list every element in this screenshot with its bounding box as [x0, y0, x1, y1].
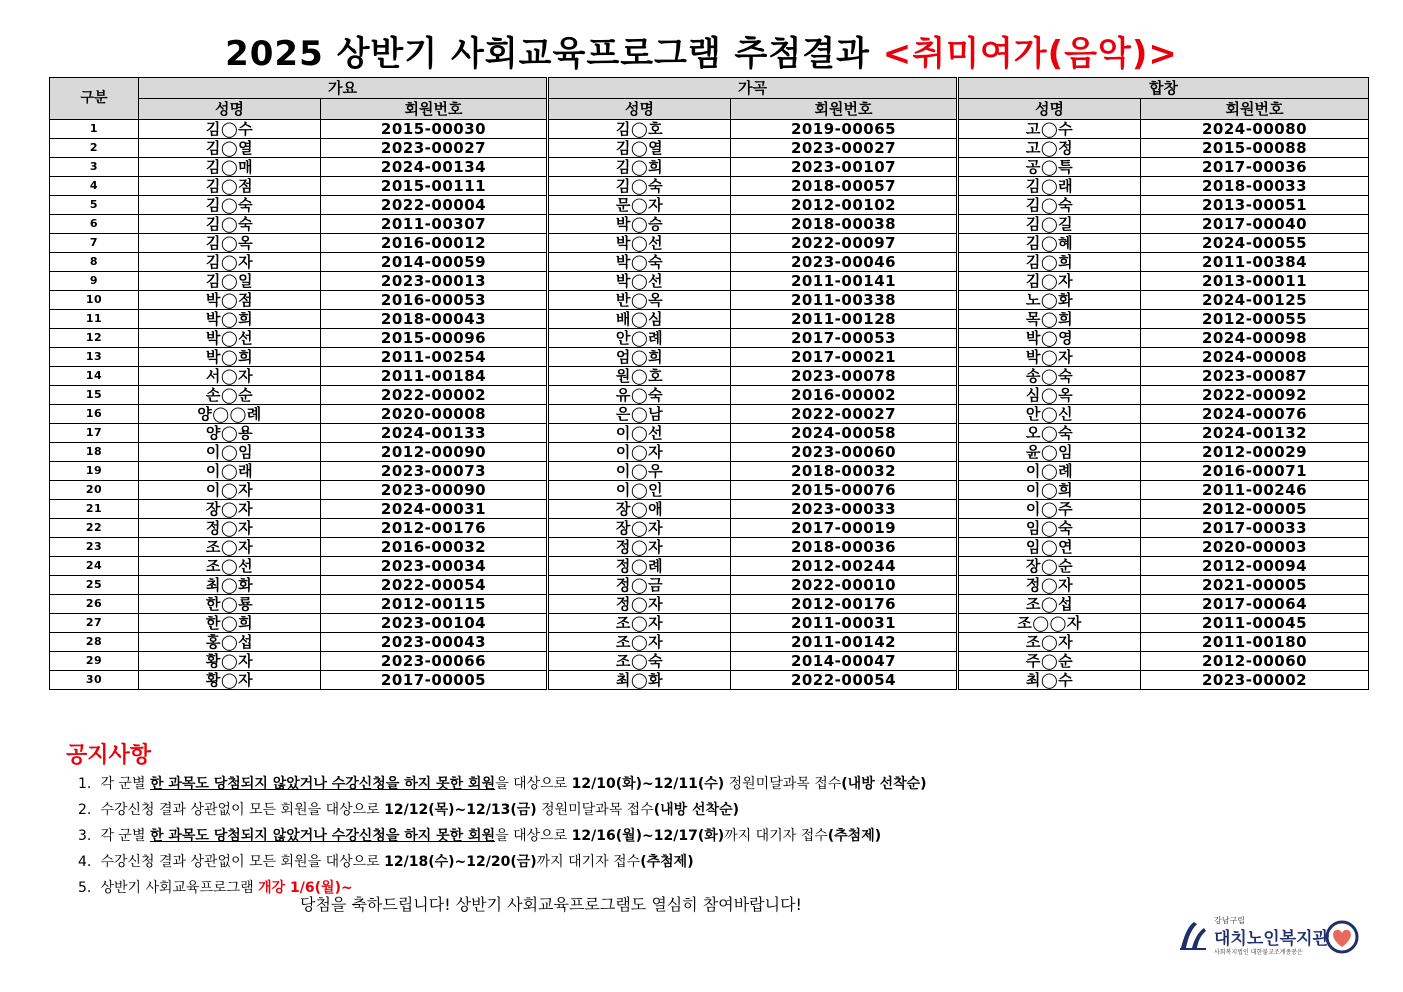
gayo-name: 한◯희: [139, 614, 321, 633]
table-row: [50, 500, 1369, 519]
gayo-name: 박◯점: [139, 291, 321, 310]
gagok-name: 장◯애: [548, 500, 731, 519]
row-number: 22: [50, 519, 139, 538]
hapchang-member-no: 2012-00029: [1141, 443, 1369, 462]
row-number: 13: [50, 348, 139, 367]
gayo-member-no: 2024-00031: [321, 500, 548, 519]
gayo-member-no: 2012-00115: [321, 595, 548, 614]
notice-opening: 개강 1/6(월)~: [258, 880, 353, 896]
gayo-member-no: 2023-00104: [321, 614, 548, 633]
hapchang-name: 김◯희: [958, 253, 1141, 272]
gayo-member-no: 2023-00066: [321, 652, 548, 671]
gayo-name: 이◯자: [139, 481, 321, 500]
table-row: [50, 633, 1369, 652]
table-row: [50, 462, 1369, 481]
gayo-member-no: 2024-00134: [321, 158, 548, 177]
gagok-name: 김◯숙: [548, 177, 731, 196]
row-number: 27: [50, 614, 139, 633]
table-row: [50, 405, 1369, 424]
row-number: 16: [50, 405, 139, 424]
gagok-member-no: 2017-00019: [731, 519, 958, 538]
hapchang-member-no: 2012-00055: [1141, 310, 1369, 329]
notice-text: 수강신청 결과 상관없이 모든 회원을 대상으로: [100, 854, 385, 870]
gayo-member-no: 2023-00073: [321, 462, 548, 481]
hapchang-name: 공◯특: [958, 158, 1141, 177]
table-row: [50, 272, 1369, 291]
table-row: [50, 557, 1369, 576]
notice-number: 5.: [78, 880, 92, 896]
hapchang-member-no: 2013-00051: [1141, 196, 1369, 215]
notice-number: 3.: [78, 828, 92, 844]
logo-small-text: 강남구립: [1214, 916, 1245, 925]
row-number: 3: [50, 158, 139, 177]
gayo-name: 김◯자: [139, 253, 321, 272]
row-number: 7: [50, 234, 139, 253]
row-number: 26: [50, 595, 139, 614]
table-row: [50, 348, 1369, 367]
table-row: [50, 481, 1369, 500]
hapchang-member-no: 2012-00060: [1141, 652, 1369, 671]
gagok-member-no: 2023-00046: [731, 253, 958, 272]
row-number: 11: [50, 310, 139, 329]
gagok-member-no: 2018-00038: [731, 215, 958, 234]
gayo-member-no: 2015-00096: [321, 329, 548, 348]
gayo-name: 홍◯섭: [139, 633, 321, 652]
notice-text: 각 군별: [100, 776, 150, 792]
hapchang-member-no: 2012-00094: [1141, 557, 1369, 576]
row-number: 19: [50, 462, 139, 481]
notice-text: 수강신청 결과 상관없이 모든 회원을 대상으로: [100, 802, 385, 818]
gagok-name: 은◯남: [548, 405, 731, 424]
hapchang-name: 윤◯임: [958, 443, 1141, 462]
gayo-member-no: 2011-00254: [321, 348, 548, 367]
gagok-member-no: 2022-00010: [731, 576, 958, 595]
gagok-name: 반◯옥: [548, 291, 731, 310]
row-number: 18: [50, 443, 139, 462]
gayo-name: 김◯점: [139, 177, 321, 196]
gayo-name: 최◯화: [139, 576, 321, 595]
gayo-name: 김◯숙: [139, 196, 321, 215]
gayo-name: 조◯자: [139, 538, 321, 557]
gayo-member-no: 2017-00005: [321, 671, 548, 690]
row-number: 15: [50, 386, 139, 405]
gayo-name: 김◯열: [139, 139, 321, 158]
table-row: [50, 424, 1369, 443]
gagok-member-no: 2011-00338: [731, 291, 958, 310]
notice-emphasis: 한 과목도 당첨되지 않았거나 수강신청을 하지 못한 회원: [149, 776, 496, 792]
gagok-member-no: 2022-00054: [731, 671, 958, 690]
header-member-no: 회원번호: [321, 99, 548, 120]
hapchang-member-no: 2011-00384: [1141, 253, 1369, 272]
hapchang-name: 장◯순: [958, 557, 1141, 576]
gayo-member-no: 2016-00053: [321, 291, 548, 310]
notice-text: 각 군별: [100, 828, 150, 844]
row-number: 12: [50, 329, 139, 348]
gayo-name: 황◯자: [139, 652, 321, 671]
gagok-member-no: 2014-00047: [731, 652, 958, 671]
hapchang-name: 조◯섭: [958, 595, 1141, 614]
gagok-name: 조◯숙: [548, 652, 731, 671]
gayo-name: 이◯임: [139, 443, 321, 462]
gagok-name: 조◯자: [548, 614, 731, 633]
row-number: 25: [50, 576, 139, 595]
gagok-name: 배◯심: [548, 310, 731, 329]
logo-name: 대치노인복지관: [1214, 929, 1329, 949]
table-row: [50, 215, 1369, 234]
header-member-no: 회원번호: [731, 99, 958, 120]
gayo-member-no: 2023-00013: [321, 272, 548, 291]
gagok-name: 이◯우: [548, 462, 731, 481]
notice-item: [78, 797, 1066, 823]
results-table: [49, 77, 1369, 690]
notice-item: [78, 849, 1066, 875]
hapchang-member-no: 2024-00132: [1141, 424, 1369, 443]
hapchang-member-no: 2021-00005: [1141, 576, 1369, 595]
row-number: 28: [50, 633, 139, 652]
gagok-member-no: 2017-00021: [731, 348, 958, 367]
hapchang-name: 이◯주: [958, 500, 1141, 519]
gayo-member-no: 2015-00030: [321, 120, 548, 139]
notice-method: (내방 선착순): [653, 802, 740, 818]
logo-sub-text: 사회복지법인 대한불교조계종봉은: [1214, 949, 1303, 956]
hapchang-member-no: 2024-00125: [1141, 291, 1369, 310]
title-accent: <취미여가(음악)>: [882, 34, 1178, 74]
gayo-member-no: 2014-00059: [321, 253, 548, 272]
gayo-name: 정◯자: [139, 519, 321, 538]
gayo-member-no: 2018-00043: [321, 310, 548, 329]
notice-text: 까지 대기자 접수: [724, 828, 828, 844]
hapchang-member-no: 2018-00033: [1141, 177, 1369, 196]
gagok-member-no: 2018-00032: [731, 462, 958, 481]
gayo-name: 박◯희: [139, 310, 321, 329]
gayo-name: 조◯선: [139, 557, 321, 576]
table-row: [50, 234, 1369, 253]
row-number: 10: [50, 291, 139, 310]
gagok-member-no: 2019-00065: [731, 120, 958, 139]
hapchang-member-no: 2024-00076: [1141, 405, 1369, 424]
hapchang-member-no: 2024-00098: [1141, 329, 1369, 348]
notice-date: 12/16(월)~12/17(화): [571, 828, 725, 844]
table-row: [50, 576, 1369, 595]
row-number: 2: [50, 139, 139, 158]
table-row: [50, 177, 1369, 196]
header-group-gagok: 가곡: [548, 78, 958, 99]
gagok-name: 정◯금: [548, 576, 731, 595]
hapchang-name: 조◯자: [958, 633, 1141, 652]
hapchang-member-no: 2023-00002: [1141, 671, 1369, 690]
hapchang-name: 오◯숙: [958, 424, 1141, 443]
table-body: [50, 120, 1369, 690]
hapchang-name: 심◯옥: [958, 386, 1141, 405]
row-number: 23: [50, 538, 139, 557]
hapchang-name: 고◯수: [958, 120, 1141, 139]
notice-text: 을 대상으로: [495, 828, 572, 844]
gayo-member-no: 2011-00184: [321, 367, 548, 386]
row-number: 8: [50, 253, 139, 272]
gagok-member-no: 2023-00107: [731, 158, 958, 177]
gagok-member-no: 2011-00128: [731, 310, 958, 329]
hapchang-member-no: 2017-00033: [1141, 519, 1369, 538]
hapchang-name: 최◯수: [958, 671, 1141, 690]
gayo-name: 김◯수: [139, 120, 321, 139]
title-main: 2025 상반기 사회교육프로그램 추첨결과: [225, 34, 870, 74]
gayo-name: 양◯용: [139, 424, 321, 443]
hapchang-member-no: 2020-00003: [1141, 538, 1369, 557]
gagok-name: 이◯선: [548, 424, 731, 443]
header-gubun: 구분: [50, 78, 139, 120]
table-row: [50, 538, 1369, 557]
gagok-member-no: 2018-00057: [731, 177, 958, 196]
gagok-name: 이◯자: [548, 443, 731, 462]
gagok-member-no: 2016-00002: [731, 386, 958, 405]
gayo-name: 황◯자: [139, 671, 321, 690]
gagok-name: 정◯자: [548, 538, 731, 557]
hapchang-member-no: 2012-00005: [1141, 500, 1369, 519]
hapchang-member-no: 2024-00080: [1141, 120, 1369, 139]
gayo-name: 박◯선: [139, 329, 321, 348]
row-number: 9: [50, 272, 139, 291]
hapchang-member-no: 2024-00055: [1141, 234, 1369, 253]
header-name: 성명: [958, 99, 1141, 120]
gagok-member-no: 2023-00027: [731, 139, 958, 158]
gagok-member-no: 2022-00097: [731, 234, 958, 253]
gayo-member-no: 2023-00034: [321, 557, 548, 576]
table-row: [50, 196, 1369, 215]
gayo-member-no: 2022-00054: [321, 576, 548, 595]
gayo-member-no: 2020-00008: [321, 405, 548, 424]
notice-text: 을 대상으로: [495, 776, 572, 792]
table-row: [50, 329, 1369, 348]
hapchang-member-no: 2015-00088: [1141, 139, 1369, 158]
hapchang-name: 임◯연: [958, 538, 1141, 557]
hapchang-member-no: 2017-00036: [1141, 158, 1369, 177]
gagok-member-no: 2011-00142: [731, 633, 958, 652]
hapchang-name: 목◯희: [958, 310, 1141, 329]
gayo-member-no: 2022-00002: [321, 386, 548, 405]
hapchang-name: 김◯자: [958, 272, 1141, 291]
notice-method: (추첨제): [827, 828, 882, 844]
gagok-name: 원◯호: [548, 367, 731, 386]
gagok-member-no: 2011-00141: [731, 272, 958, 291]
hapchang-member-no: 2022-00092: [1141, 386, 1369, 405]
table-row: [50, 671, 1369, 690]
notice-date: 12/10(화)~12/11(수): [571, 776, 725, 792]
hapchang-name: 고◯정: [958, 139, 1141, 158]
congrats-message: 당첨을 축하드립니다! 상반기 사회교육프로그램도 열심히 참여바랍니다!: [300, 895, 802, 914]
gagok-name: 정◯례: [548, 557, 731, 576]
heart-logo-icon: [1322, 920, 1362, 954]
gagok-member-no: 2011-00031: [731, 614, 958, 633]
gayo-name: 김◯일: [139, 272, 321, 291]
row-number: 14: [50, 367, 139, 386]
gayo-name: 김◯매: [139, 158, 321, 177]
hapchang-name: 이◯희: [958, 481, 1141, 500]
table-row: [50, 595, 1369, 614]
gayo-name: 한◯룡: [139, 595, 321, 614]
gagok-member-no: 2012-00176: [731, 595, 958, 614]
hapchang-name: 안◯신: [958, 405, 1141, 424]
gagok-name: 박◯숙: [548, 253, 731, 272]
gagok-member-no: 2012-00244: [731, 557, 958, 576]
gagok-name: 문◯자: [548, 196, 731, 215]
notice-list: [66, 771, 1066, 901]
gagok-name: 김◯희: [548, 158, 731, 177]
gagok-member-no: 2015-00076: [731, 481, 958, 500]
gayo-member-no: 2016-00012: [321, 234, 548, 253]
table-row: [50, 386, 1369, 405]
gagok-member-no: 2012-00102: [731, 196, 958, 215]
hapchang-member-no: 2011-00246: [1141, 481, 1369, 500]
gayo-member-no: 2012-00176: [321, 519, 548, 538]
row-number: 1: [50, 120, 139, 139]
row-number: 21: [50, 500, 139, 519]
gagok-member-no: 2017-00053: [731, 329, 958, 348]
hapchang-name: 김◯길: [958, 215, 1141, 234]
notice-item: [78, 823, 1066, 849]
gayo-member-no: 2023-00090: [321, 481, 548, 500]
notice-number: 4.: [78, 854, 92, 870]
hapchang-member-no: 2017-00040: [1141, 215, 1369, 234]
gagok-name: 이◯인: [548, 481, 731, 500]
gagok-member-no: 2018-00036: [731, 538, 958, 557]
notice-date: 12/18(수)~12/20(금): [384, 854, 537, 870]
row-number: 20: [50, 481, 139, 500]
hapchang-member-no: 2016-00071: [1141, 462, 1369, 481]
header-group-hapchang: 합창: [958, 78, 1369, 99]
table-row: [50, 291, 1369, 310]
gagok-member-no: 2023-00078: [731, 367, 958, 386]
table-row: [50, 443, 1369, 462]
row-number: 4: [50, 177, 139, 196]
gayo-member-no: 2012-00090: [321, 443, 548, 462]
gagok-name: 조◯자: [548, 633, 731, 652]
gayo-name: 이◯래: [139, 462, 321, 481]
gagok-name: 유◯숙: [548, 386, 731, 405]
notice-item: [78, 771, 1066, 797]
table-row: [50, 158, 1369, 177]
table-row: [50, 614, 1369, 633]
hapchang-name: 이◯례: [958, 462, 1141, 481]
gagok-name: 장◯자: [548, 519, 731, 538]
hapchang-member-no: 2017-00064: [1141, 595, 1369, 614]
gagok-member-no: 2024-00058: [731, 424, 958, 443]
gagok-name: 박◯승: [548, 215, 731, 234]
table-row: [50, 367, 1369, 386]
logo-mark-icon: [1178, 918, 1208, 952]
hapchang-name: 주◯순: [958, 652, 1141, 671]
hapchang-name: 정◯자: [958, 576, 1141, 595]
gagok-name: 김◯열: [548, 139, 731, 158]
table-row: [50, 253, 1369, 272]
notice-number: 1.: [78, 776, 92, 792]
notice-number: 2.: [78, 802, 92, 818]
gayo-member-no: 2016-00032: [321, 538, 548, 557]
hapchang-name: 김◯숙: [958, 196, 1141, 215]
notice-section: [66, 738, 1066, 901]
organization-logo: [1178, 914, 1368, 958]
notice-title: 공지사항: [66, 743, 152, 768]
gayo-name: 서◯자: [139, 367, 321, 386]
gayo-member-no: 2023-00043: [321, 633, 548, 652]
notice-text: 까지 대기자 접수: [536, 854, 641, 870]
gagok-member-no: 2022-00027: [731, 405, 958, 424]
hapchang-member-no: 2011-00180: [1141, 633, 1369, 652]
gayo-name: 손◯순: [139, 386, 321, 405]
gagok-name: 박◯선: [548, 234, 731, 253]
notice-text: 정원미달과목 접수: [536, 802, 654, 818]
gagok-name: 김◯호: [548, 120, 731, 139]
gagok-name: 최◯화: [548, 671, 731, 690]
row-number: 5: [50, 196, 139, 215]
table-row: [50, 120, 1369, 139]
gagok-member-no: 2023-00060: [731, 443, 958, 462]
notice-text: 정원미달과목 접수: [724, 776, 842, 792]
table-row: [50, 310, 1369, 329]
gagok-name: 박◯선: [548, 272, 731, 291]
header-group-gayo: 가요: [139, 78, 548, 99]
hapchang-member-no: 2013-00011: [1141, 272, 1369, 291]
row-number: 29: [50, 652, 139, 671]
gayo-name: 장◯자: [139, 500, 321, 519]
gagok-member-no: 2023-00033: [731, 500, 958, 519]
gayo-member-no: 2011-00307: [321, 215, 548, 234]
hapchang-name: 송◯숙: [958, 367, 1141, 386]
gayo-member-no: 2022-00004: [321, 196, 548, 215]
header-name: 성명: [548, 99, 731, 120]
gayo-name: 김◯숙: [139, 215, 321, 234]
hapchang-name: 임◯숙: [958, 519, 1141, 538]
gayo-name: 양◯◯례: [139, 405, 321, 424]
notice-method: (추첨제): [640, 854, 694, 870]
header-name: 성명: [139, 99, 321, 120]
row-number: 6: [50, 215, 139, 234]
notice-method: (내방 선착순): [841, 776, 927, 792]
table-row: [50, 139, 1369, 158]
hapchang-member-no: 2011-00045: [1141, 614, 1369, 633]
page-title: [0, 26, 1403, 75]
notice-date: 12/12(목)~12/13(금): [384, 802, 537, 818]
gayo-name: 박◯희: [139, 348, 321, 367]
row-number: 30: [50, 671, 139, 690]
row-number: 24: [50, 557, 139, 576]
header-member-no: 회원번호: [1141, 99, 1369, 120]
gayo-member-no: 2015-00111: [321, 177, 548, 196]
gagok-name: 안◯례: [548, 329, 731, 348]
hapchang-name: 박◯자: [958, 348, 1141, 367]
notice-text: 상반기 사회교육프로그램: [100, 880, 259, 896]
hapchang-name: 조◯◯자: [958, 614, 1141, 633]
table-row: [50, 519, 1369, 538]
hapchang-name: 김◯래: [958, 177, 1141, 196]
gayo-member-no: 2024-00133: [321, 424, 548, 443]
row-number: 17: [50, 424, 139, 443]
gayo-member-no: 2023-00027: [321, 139, 548, 158]
notice-emphasis: 한 과목도 당첨되지 않았거나 수강신청을 하지 못한 회원: [149, 828, 496, 844]
gagok-name: 엄◯희: [548, 348, 731, 367]
hapchang-name: 노◯화: [958, 291, 1141, 310]
hapchang-name: 박◯영: [958, 329, 1141, 348]
table-row: [50, 652, 1369, 671]
hapchang-member-no: 2024-00008: [1141, 348, 1369, 367]
gagok-name: 정◯자: [548, 595, 731, 614]
hapchang-name: 김◯혜: [958, 234, 1141, 253]
hapchang-member-no: 2023-00087: [1141, 367, 1369, 386]
gayo-name: 김◯옥: [139, 234, 321, 253]
